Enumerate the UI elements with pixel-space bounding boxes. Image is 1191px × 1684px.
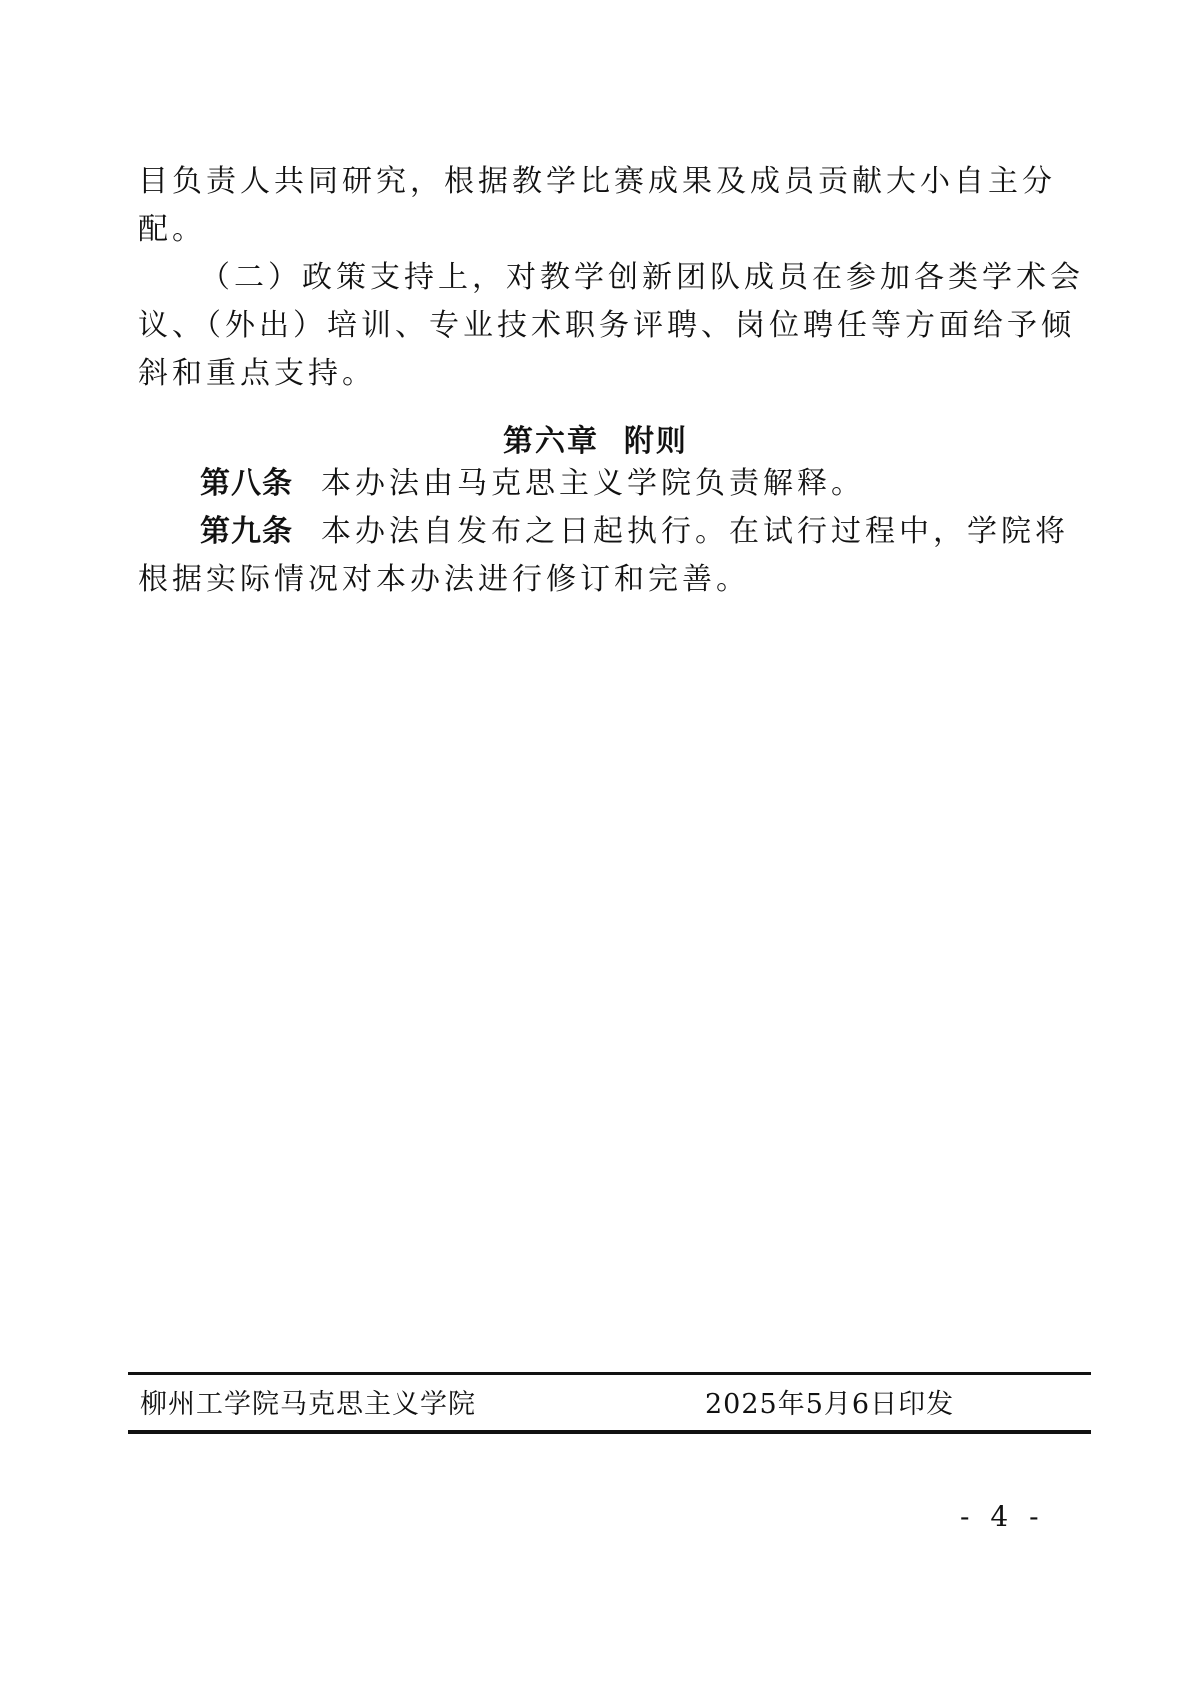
- article-label: 第九条: [200, 514, 293, 549]
- paragraph-continuation: [138, 158, 1056, 254]
- article-9: [138, 508, 1069, 604]
- chapter-heading: 第六章 附则: [503, 424, 688, 459]
- text-line: 根据实际情况对本办法进行修订和完善。: [138, 562, 750, 597]
- text-line: （二）政策支持上，对教学创新团队成员在参加各类学术会: [200, 260, 1084, 295]
- article-text: 本办法自发布之日起执行。在试行过程中，学院将: [321, 514, 1069, 549]
- article-8: [138, 460, 1038, 508]
- text-line: [138, 460, 1038, 508]
- text-line: 议、（外出）培训、专业技术职务评聘、岗位聘任等方面给予倾: [138, 308, 1075, 343]
- footer-issuer: 柳州工学院马克思主义学院: [140, 1389, 476, 1420]
- footer-top-rule: [128, 1372, 1091, 1375]
- page-number: - 4 -: [960, 1500, 1045, 1533]
- article-text: 本办法由马克思主义学院负责解释。: [321, 466, 865, 501]
- footer-bottom-rule: [128, 1430, 1091, 1434]
- footer-date: 2025年5月6日印发: [705, 1389, 955, 1420]
- text-line: [138, 508, 1069, 556]
- text-line: 斜和重点支持。: [138, 356, 376, 391]
- paragraph-policy-support: [138, 254, 1084, 398]
- text-line: 配。: [138, 212, 206, 247]
- article-label: 第八条: [200, 466, 293, 501]
- text-line: 目负责人共同研究，根据教学比赛成果及成员贡献大小自主分: [138, 164, 1056, 199]
